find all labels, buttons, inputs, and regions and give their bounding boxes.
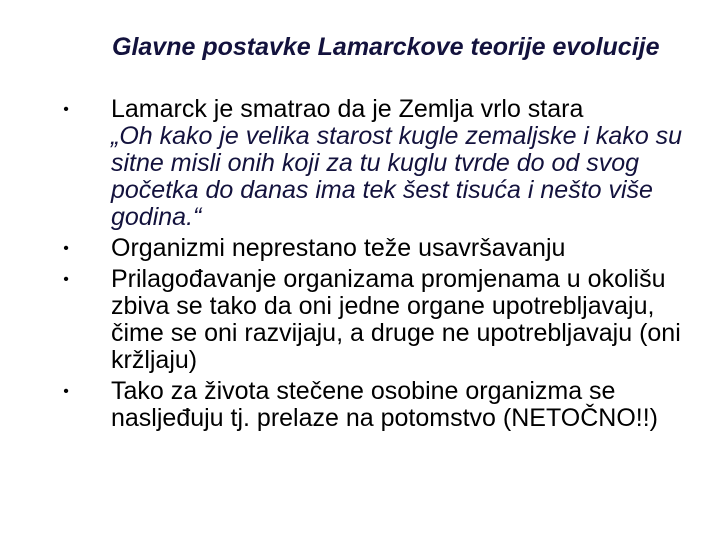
slide-title: Glavne postavke Lamarckove teorije evolucije bbox=[112, 33, 660, 61]
bullet-item-inheritance bbox=[0, 378, 700, 432]
lamarck-quote: „Oh kako je velika starost kugle zemaljske i kako su sitne misli onih koji za tu kuglu tvrde do od svog početka do danas ima tek šest tisuća i nešto više godina.“ bbox=[111, 122, 683, 231]
bullet-icon: • bbox=[63, 271, 69, 288]
bullet-text: Tako za života stečene osobine organizma se nasljeđuju tj. prelaze na potomstvo (NETOČNO!!) bbox=[111, 377, 658, 432]
bullet-list bbox=[0, 96, 700, 436]
bullet-text bbox=[111, 96, 700, 231]
bullet-icon: • bbox=[63, 240, 69, 257]
bullet-text: Prilagođavanje organizama promjenama u okolišu zbiva se tako da oni jedne organe upotrebljavaju, čime se oni razvijaju, a druge ne upotrebljavaju (oni kržljaju) bbox=[111, 265, 681, 374]
bullet-text: Organizmi neprestano teže usavršavanju bbox=[111, 234, 566, 262]
bullet-item-adaptation bbox=[0, 266, 700, 374]
bullet-main-text: Lamarck je smatrao da je Zemlja vrlo stara bbox=[111, 95, 584, 123]
bullet-item-earth-age bbox=[0, 96, 700, 231]
bullet-item-perfection bbox=[0, 235, 700, 262]
bullet-icon: • bbox=[63, 383, 69, 400]
bullet-icon: • bbox=[63, 101, 69, 118]
